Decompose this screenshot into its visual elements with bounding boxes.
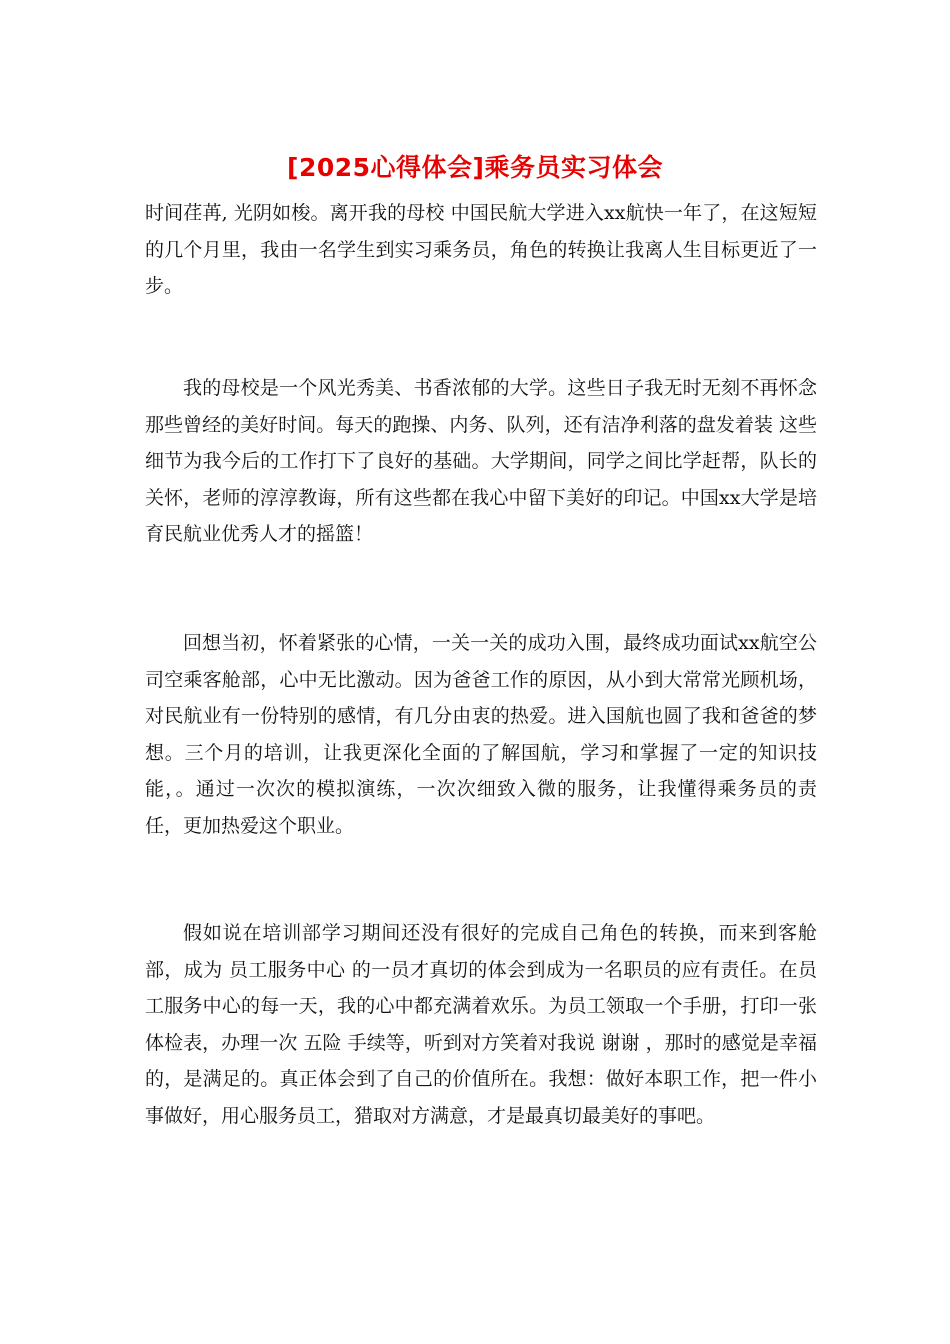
paragraph-2: 我的母校是一个风光秀美、书香浓郁的大学。这些日子我无时无刻不再怀念那些曾经的美好时间。每天的跑操、内务、队列，还有洁净利落的盘发着装 这些细节为我今后的工作打下了良好的基础。大学期间，同学之间比学赶帮，队长的关怀，老师的淳淳教诲，所有这些都在我心中留下美好的印记。中国xx大学是培育民航业优秀人才的摇篮！ bbox=[145, 377, 817, 545]
paragraph-3: 回想当初，怀着紧张的心情，一关一关的成功入围，最终成功面试xx航空公司空乘客舱部，心中无比激动。因为爸爸工作的原因，从小到大常常光顾机场，对民航业有一份特别的感情，有几分由衷的热爱。进入国航也圆了我和爸爸的梦想。三个月的培训，让我更深化全面的了解国航，学习和掌握了一定的知识技能，。通过一次次的模拟演练，一次次细致入微的服务，让我懂得乘务员的责任，更加热爱这个职业。 bbox=[145, 632, 817, 837]
paragraph-1: 时间荏苒, 光阴如梭。离开我的母校 中国民航大学进入xx航快一年了，在这短短的几个月里，我由一名学生到实习乘务员，角色的转换让我离人生目标更近了一步。 bbox=[145, 202, 817, 297]
paragraph-4: 假如说在培训部学习期间还没有很好的完成自己角色的转换，而来到客舱部，成为 员工服务中心 的一员才真切的体会到成为一名职员的应有责任。在员工服务中心的每一天，我的心中都充满着欢乐。为员工领取一个手册，打印一张体检表，办理一次 五险 手续等，听到对方笑着对我说 谢谢 ，那时的感觉是幸福的，是满足的。真正体会到了自己的价值所在。我想：做好本职工作，把一件小事做好，用心服务员工，猎取对方满意，才是最真切最美好的事吧。 bbox=[145, 922, 817, 1127]
document-title: [2025心得体会]乘务员实习体会 bbox=[287, 153, 663, 182]
